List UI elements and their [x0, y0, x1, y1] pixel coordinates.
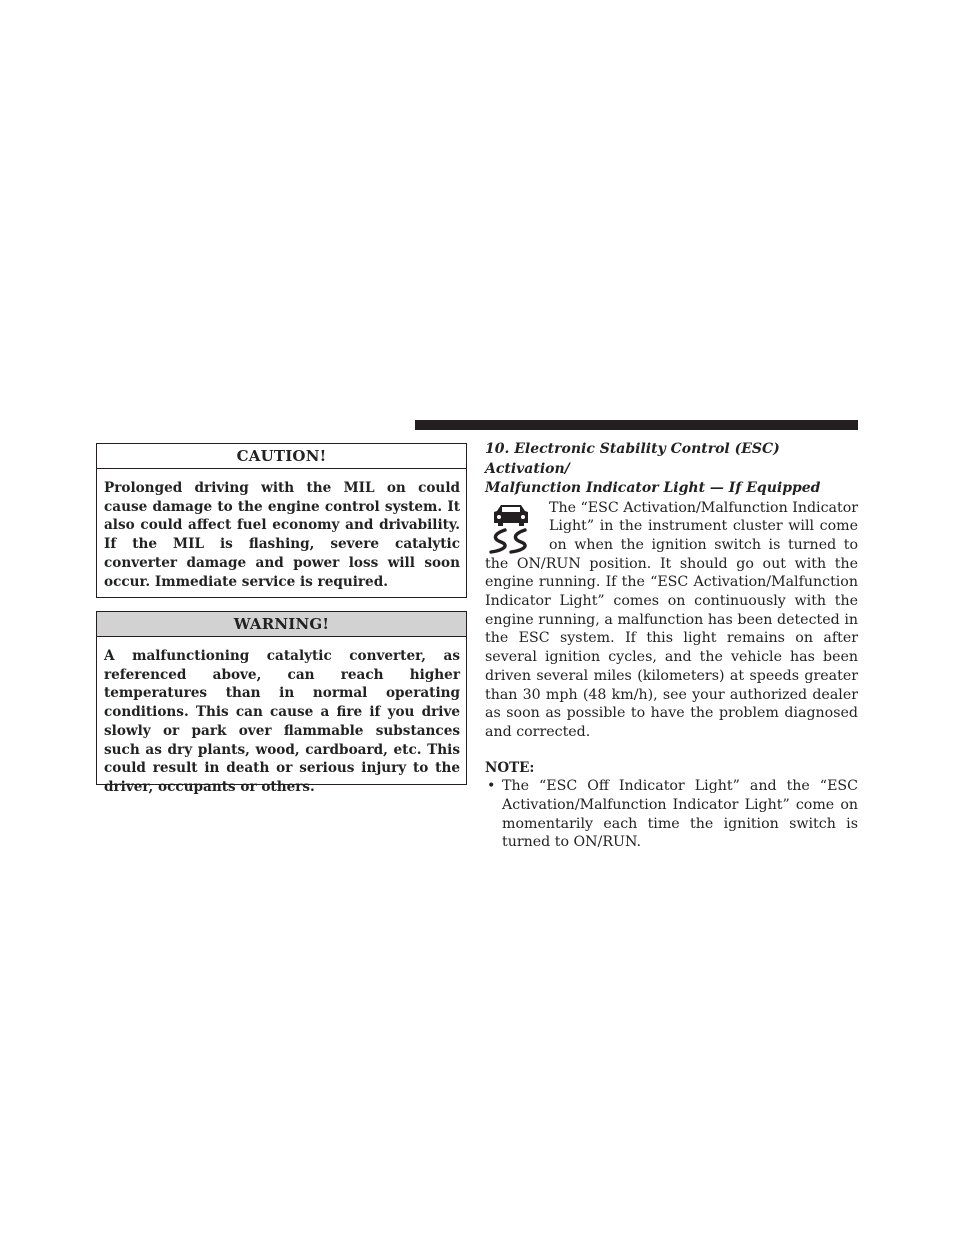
esc-section — [485, 440, 858, 852]
esc-skid-car-icon — [487, 503, 535, 555]
caution-box — [96, 443, 467, 598]
esc-description: The “ESC Activation/Malfunction Indicator Light” in the instrument cluster will come on when the ignition switch is turned to the ON/RUN position. It should go out with the engine running. If the “ESC Activation/Malfunction Indicator Light” comes on continuously with the engine running, a malfunction has been detected in the ESC system. If this light remains on after several ignition cycles, and the vehicle has been driven several miles (kilometers) at speeds greater than 30 mph (48 km/h), see your authorized dealer as soon as possible to have the problem diagnosed and corrected. — [485, 499, 859, 740]
note-bullet-text: The “ESC Off Indicator Light” and the “ESC Activation/Malfunction Indicator Light” come on momentarily each time the ignition switch is turned to ON/RUN. — [502, 778, 858, 851]
note-label: NOTE: — [485, 759, 535, 776]
warning-box — [96, 611, 467, 795]
section-title-line2: Malfunction Indicator Light — If Equipped — [485, 480, 821, 496]
section-title — [485, 440, 858, 499]
section-title-line1: 10. Electronic Stability Control (ESC) Activation/ — [485, 441, 780, 477]
section-header-rule — [415, 420, 858, 430]
warning-title: WARNING! — [97, 612, 466, 637]
note-bullet — [485, 777, 858, 852]
caution-title: CAUTION! — [97, 444, 466, 469]
bullet-dot: • — [487, 778, 496, 795]
warning-text: A malfunctioning catalytic converter, as referenced above, can reach higher temperatures than in normal operating conditions. This can cause a fire if you drive slowly or park over flammable substances such as dry plants, wood, cardboard, etc. This could result in death or serious injury to the driver, occupants or others. — [104, 648, 460, 795]
caution-text: Prolonged driving with the MIL on could cause damage to the engine control system. It also could affect fuel economy and drivability. If the MIL is flashing, severe catalytic converter damage and power loss will soon occur. Immediate service is required. — [104, 480, 460, 590]
